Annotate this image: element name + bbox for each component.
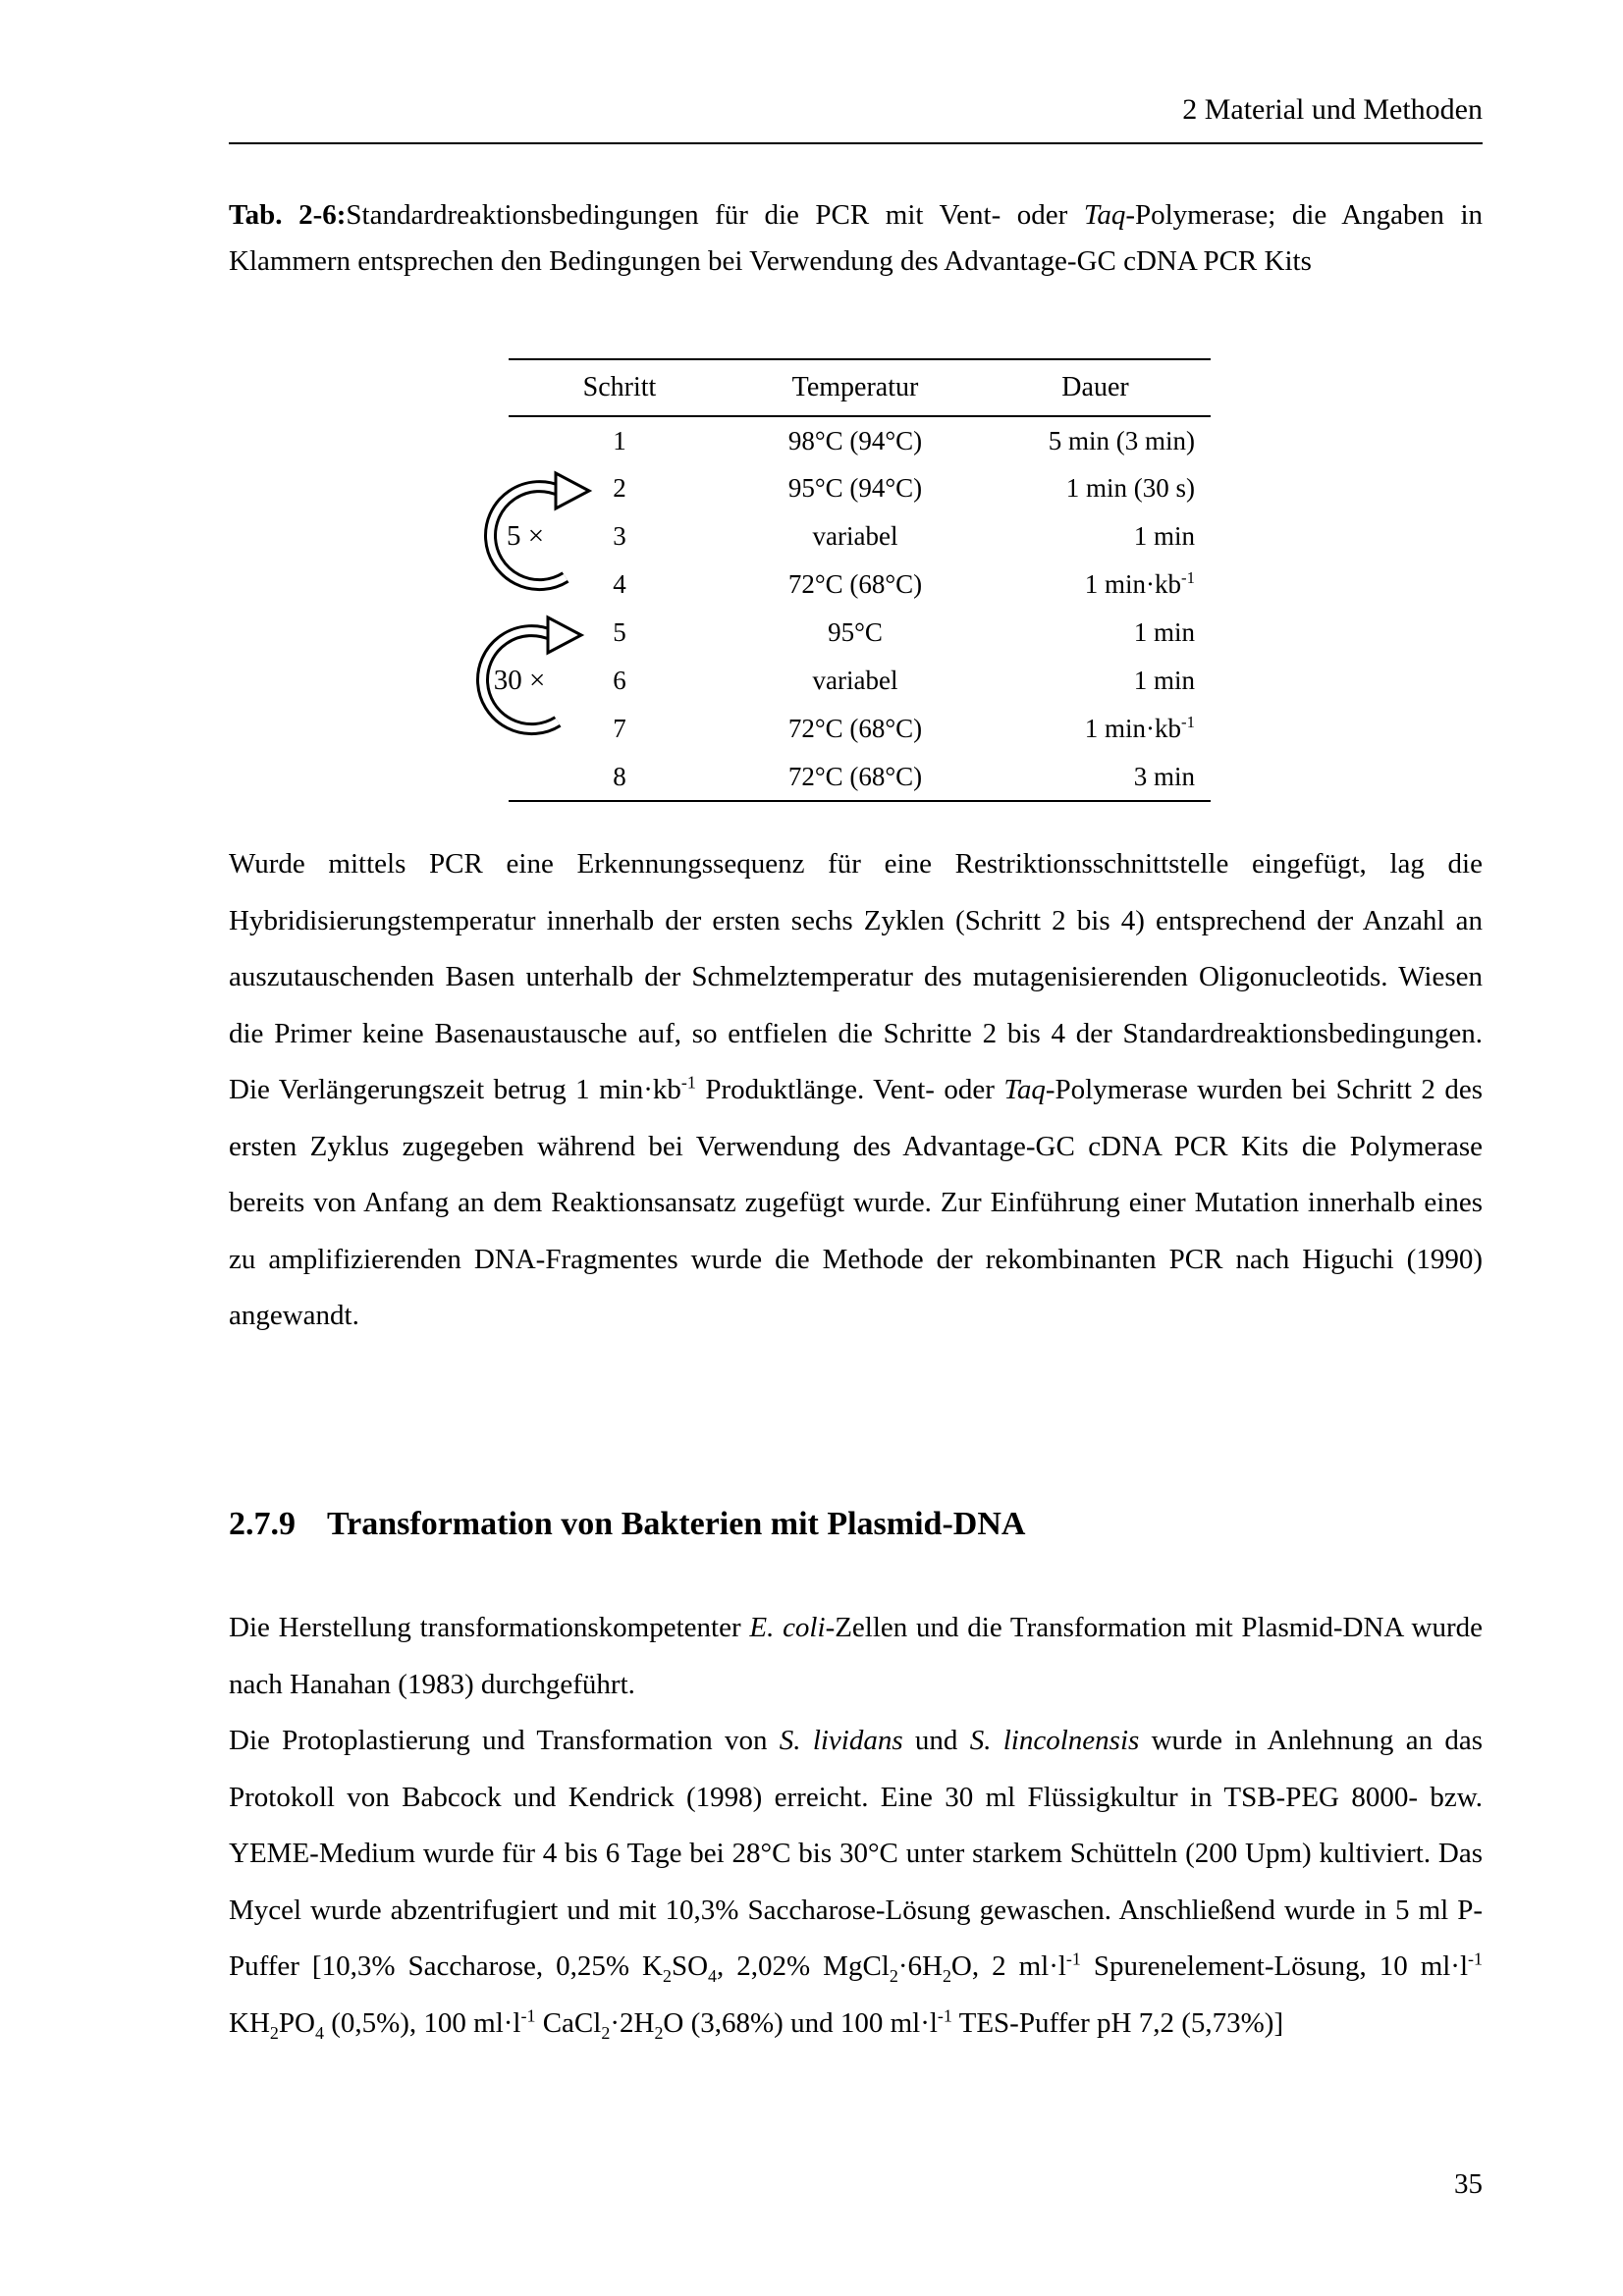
cell-dauer: 1 min xyxy=(1133,521,1195,551)
cell-schritt: 4 xyxy=(613,569,626,599)
cell-temperatur: 95°C xyxy=(828,617,883,647)
loop-count-label-30x: 30 × xyxy=(493,665,546,696)
pcr-conditions-table xyxy=(509,358,1211,802)
table-header-row xyxy=(509,359,1211,416)
cell-dauer: 1 min xyxy=(1133,666,1195,695)
table-row xyxy=(509,416,1211,464)
cell-schritt: 1 xyxy=(613,425,626,455)
table-caption-label: Tab. 2-6: xyxy=(229,199,347,231)
column-header-schritt: Schritt xyxy=(509,359,730,416)
cell-temperatur: 72°C (68°C) xyxy=(787,714,923,743)
cell-dauer: 1 min (30 s) xyxy=(1065,473,1195,503)
cell-schritt: 3 xyxy=(613,521,626,551)
cell-schritt: 2 xyxy=(613,473,626,503)
section-title: Transformation von Bakterien mit Plasmid-DNA xyxy=(327,1506,1026,1542)
cell-temperatur: 95°C (94°C) xyxy=(787,473,923,503)
cell-temperatur: 72°C (68°C) xyxy=(787,569,923,599)
cell-temperatur: variabel xyxy=(812,666,898,695)
cell-dauer: 1 $\min\cdot kb^{-1}$ xyxy=(1084,713,1195,743)
loop-count-label-5x: 5 × xyxy=(506,520,545,552)
cell-temperatur: 98°C (94°C) xyxy=(787,425,923,455)
table-row xyxy=(509,657,1211,705)
table-row xyxy=(509,609,1211,657)
cell-dauer: 1 $\min\cdot kb^{-1}$ xyxy=(1084,568,1195,599)
cell-temperatur: variabel xyxy=(812,521,898,551)
column-header-temperatur: Temperatur xyxy=(730,359,980,416)
cell-dauer: 5 min (3 min) xyxy=(1048,425,1195,455)
cell-schritt: 6 xyxy=(613,666,626,695)
section-number: 2.7.9 xyxy=(229,1506,296,1542)
running-header xyxy=(229,93,1483,144)
cell-schritt: 5 xyxy=(613,617,626,647)
table-caption xyxy=(229,192,1483,285)
body-paragraph-herstellung: Die Herstellung transformationskompetenter E. coli-Zellen und die Transformation mit Plasmid-DNA wurde nach Hanahan (1983) durchgeführt. xyxy=(229,1612,1483,1700)
section-heading xyxy=(229,1506,1483,1543)
table-row xyxy=(509,464,1211,512)
body-paragraphs-transformation xyxy=(229,1600,1483,2052)
page-number: 35 xyxy=(1454,2168,1483,2200)
cell-dauer: 1 min xyxy=(1133,617,1195,647)
cell-schritt: 7 xyxy=(613,714,626,743)
table-row xyxy=(509,705,1211,753)
column-header-dauer: Dauer xyxy=(980,359,1211,416)
cell-temperatur: 72°C (68°C) xyxy=(730,753,980,801)
cell-schritt: 8 xyxy=(509,753,730,801)
running-header-text: 2 Material und Methoden xyxy=(1182,93,1483,126)
cell-dauer: 3 min xyxy=(980,753,1211,801)
table-row xyxy=(509,561,1211,609)
body-paragraph-pcr: Wurde mittels PCR eine Erkennungssequenz für eine Restriktionsschnittstelle eingefügt, lag die Hybridisierungstemperatur innerhalb der ersten sechs Zyklen (Schritt 2 bis 4) entsprechend der Anzahl an auszutauschenden Basen unterhalb der Schmelztemperatur des mutagenisierenden Oligonucleotids. Wiesen die Primer keine Basenaustausche auf, so entfielen die Schritte 2 bis 4 der Standardreaktionsbedingungen. Die Verlängerungszeit betrug 1 $\min\cdot kb^{-1}$ Produktlänge. Vent- oder Taq-Polymerase wurden bei Schritt 2 des ersten Zyklus zugegeben während bei Verwendung des Advantage-GC cDNA PCR Kits die Polymerase bereits von Anfang an dem Reaktionsansatz zugefügt wurde. Zur Einführung einer Mutation innerhalb eines zu amplifizierenden DNA-Fragmentes wurde die Methode der rekombinanten PCR nach Higuchi (1990) angewandt. xyxy=(229,848,1483,1331)
table-caption-text: Standardreaktionsbedingungen für die PCR mit Vent- oder Taq-Polymerase; die Angaben in Klammern entsprechen den Bedingungen bei Verwendung des Advantage-GC cDNA PCR Kits xyxy=(229,199,1484,277)
table-row xyxy=(509,753,1211,801)
table-row xyxy=(509,512,1211,561)
body-paragraph-protoplastierung: Die Protoplastierung und Transformation von S. lividans und S. lincolnensis wurde in Anlehnung an das Protokoll von Babcock und Kendrick (1998) erreicht. Eine 30 ml Flüssigkultur in TSB-PEG 8000- bzw. YEME-Medium wurde für 4 bis 6 Tage bei 28°C bis 30°C unter starkem Schütteln (200 Upm) kultiviert. Das Mycel wurde abzentrifugiert und mit 10,3% Saccharose-Lösung gewaschen. Anschließend wurde in 5 ml P-Puffer [10,3% Saccharose, 0,25% $K_2SO_4$, 2,02% $MgCl_2\cdot 6H_2O$, 2 $ml\cdot l^{-1}$ Spurenelement-Lösung, 10 $ml\cdot l^{-1}$ $KH_2PO_4$ (0,5%), 100 $ml\cdot l^{-1}$ $CaCl_2\cdot 2H_2O$ (3,68%) und 100 $ml\cdot l^{-1}$ TES-Puffer pH 7,2 (5,73%)] xyxy=(229,1725,1483,2043)
